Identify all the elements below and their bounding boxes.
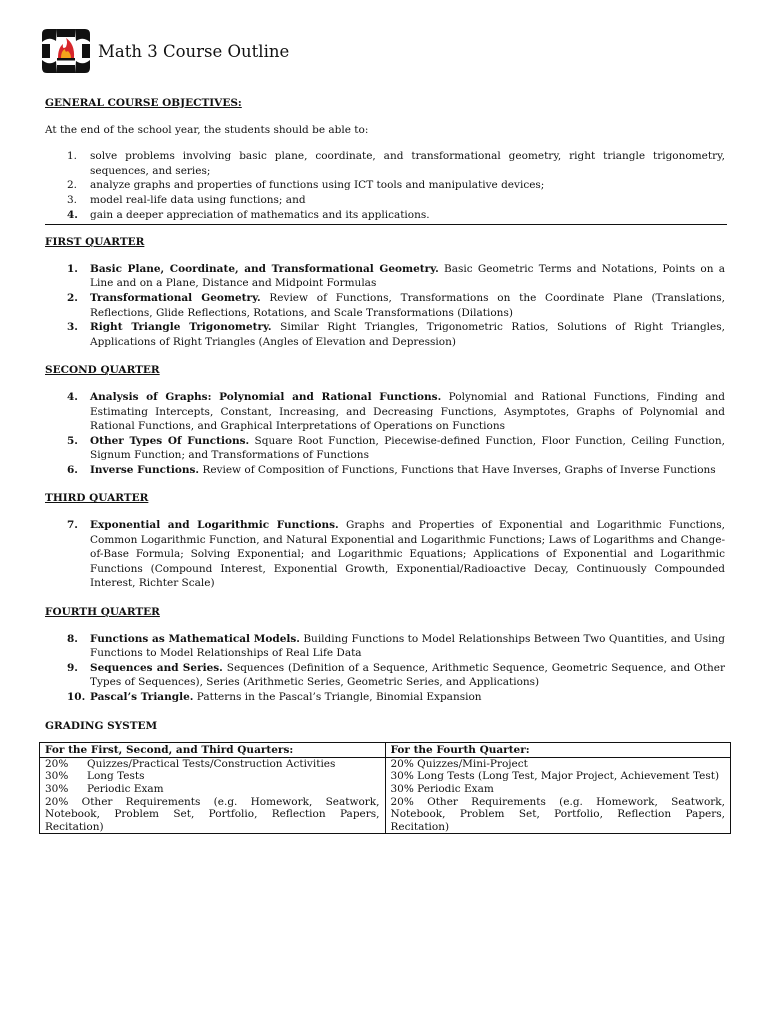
item-number: 3. <box>67 321 78 334</box>
list-item <box>45 518 725 591</box>
list-item <box>45 178 725 193</box>
item-number: 1. <box>67 262 78 275</box>
list-item <box>45 320 725 349</box>
topic-description: Square Root Function, Piecewise-defined Function, Floor Function, Ceiling Function, Signum Function; and Transformations of Functions <box>90 434 725 462</box>
topic-description: Review of Composition of Functions, Functions that Have Inverses, Graphs of Inverse Functions <box>202 463 716 476</box>
item-text: gain a deeper appreciation of mathematics and its applications. <box>90 208 430 221</box>
item-number: 3. <box>67 193 78 206</box>
grading-label: Quizzes/Practical Tests/Construction Activities <box>87 757 336 770</box>
third-quarter-list <box>45 518 725 591</box>
item-number: 7. <box>67 519 78 532</box>
item-number: 4. <box>67 390 78 403</box>
second-quarter-heading: SECOND QUARTER <box>45 364 160 377</box>
item-number: 6. <box>67 463 78 476</box>
item-number: 1. <box>67 150 78 163</box>
topic-description: Patterns in the Pascal’s Triangle, Binomial Expansion <box>196 691 482 703</box>
topic-description: Polynomial and Rational Functions, Finding and Estimating Intercepts, Constant, Increasing, and Decreasing Functions, Asymptotes, Graphs of Polynomial and Rational Functions, and Graphical Interpretations of Operations on Functions <box>90 390 725 433</box>
third-quarter-heading: THIRD QUARTER <box>45 492 149 505</box>
first-quarter-heading: FIRST QUARTER <box>45 236 145 249</box>
grading-table <box>39 742 731 834</box>
grading-label: Long Tests <box>87 770 145 783</box>
grading-row: 20% Quizzes/Mini-Project <box>390 757 528 770</box>
list-item <box>45 149 725 178</box>
grading-col1-header: For the First, Second, and Third Quarters: <box>40 743 386 758</box>
item-text: analyze graphs and properties of functions using ICT tools and manipulative devices; <box>90 179 545 192</box>
objectives-intro: At the end of the school year, the students should be able to: <box>45 123 369 136</box>
grading-row <box>45 758 380 771</box>
list-item <box>45 690 725 705</box>
fourth-quarter-heading: FOURTH QUARTER <box>45 606 160 619</box>
item-number: 10. <box>67 691 86 703</box>
grading-percent: 30% <box>45 770 69 783</box>
topic-description: Sequences (Definition of a Sequence, Arithmetic Sequence, Geometric Sequence, and Other Types of Sequences), Series (Arithmetic Series, Geometric Series, and Applications) <box>90 661 725 689</box>
item-number: 9. <box>67 661 78 674</box>
item-number: 4. <box>67 208 78 221</box>
grading-label: Periodic Exam <box>87 782 164 795</box>
topic-description: Review of Functions, Transformations on the Coordinate Plane (Translations, Reflections, Glide Reflections, Rotations, and Scale Transformations (Dilations) <box>90 291 725 319</box>
fourth-quarter-list <box>45 632 725 705</box>
list-item <box>45 291 725 320</box>
grading-row <box>45 770 380 783</box>
topic-title: Exponential and Logarithmic Functions. <box>90 519 339 532</box>
list-item <box>45 463 725 478</box>
list-item <box>45 390 725 434</box>
grading-heading: GRADING SYSTEM <box>45 719 158 732</box>
grading-row: 30% Periodic Exam <box>390 782 494 795</box>
document-header <box>42 29 289 73</box>
grading-col2-cell <box>385 757 731 834</box>
topic-title: Functions as Mathematical Models. <box>90 632 300 645</box>
grading-other-requirements: 20% Other Requirements (e.g. Homework, Seatwork, Notebook, Problem Set, Portfolio, Reflection Papers, Recitation) <box>45 795 380 833</box>
topic-description: Similar Right Triangles, Trigonometric Ratios, Solutions of Right Triangles, Applications of Right Triangles (Angles of Elevation and Depression) <box>90 321 725 348</box>
topic-title: Inverse Functions. <box>90 463 200 476</box>
grading-other-requirements: 20% Other Requirements (e.g. Homework, Seatwork, Notebook, Problem Set, Portfolio, Reflection Papers, Recitation) <box>390 795 725 833</box>
item-number: 2. <box>67 179 78 192</box>
topic-title: Sequences and Series. <box>90 661 223 674</box>
item-number: 2. <box>67 291 78 304</box>
grading-percent: 30% <box>45 782 69 795</box>
topic-title: Transformational Geometry. <box>90 291 261 304</box>
list-item <box>45 193 725 208</box>
grading-row <box>45 783 380 796</box>
topic-title: Right Triangle Trigonometry. <box>90 321 272 334</box>
list-item <box>45 434 725 463</box>
grading-col2-header: For the Fourth Quarter: <box>385 743 731 758</box>
grading-row: 30% Long Tests (Long Test, Major Project, Achievement Test) <box>390 770 720 783</box>
list-item <box>45 661 725 690</box>
item-number: 8. <box>67 632 78 645</box>
topic-title: Basic Plane, Coordinate, and Transformational Geometry. <box>90 262 439 275</box>
list-item <box>45 262 725 291</box>
topic-description: Basic Geometric Terms and Notations, Points on a Line and on a Plane, Distance and Midpoint Formulas <box>90 262 725 290</box>
document-title: Math 3 Course Outline <box>98 41 290 61</box>
topic-title: Analysis of Graphs: Polynomial and Rational Functions. <box>90 390 442 403</box>
document-body <box>45 96 725 834</box>
topic-title: Pascal’s Triangle. <box>90 691 194 703</box>
list-item <box>45 632 725 661</box>
first-quarter-list <box>45 262 725 350</box>
grading-col1-cell <box>40 757 386 834</box>
topic-title: Other Types Of Functions. <box>90 434 250 447</box>
list-item <box>45 208 725 223</box>
item-number: 5. <box>67 434 78 447</box>
objectives-heading: GENERAL COURSE OBJECTIVES: <box>45 97 242 109</box>
second-quarter-list <box>45 390 725 478</box>
topic-description: Graphs and Properties of Exponential and Logarithmic Functions, Common Logarithmic Function, and Natural Exponential and Logarithmic Functions; Laws of Logarithms and Change-of-Base Formula; Solving Exponential; and Logarithmic Equations; Applications of Exponential and Logarithmic Functions (Compound Interest, Exponential Growth, Exponential/Radioactive Decay, Continuously Compounded Interest, Richter Scale) <box>90 519 726 590</box>
item-text: model real-life data using functions; and <box>90 193 306 206</box>
objectives-list <box>45 149 725 222</box>
school-seal-icon <box>42 29 90 73</box>
item-text: solve problems involving basic plane, coordinate, and transformational geometry, right triangle trigonometry, sequences, and series; <box>90 150 725 177</box>
topic-description: Building Functions to Model Relationships Between Two Quantities, and Using Functions to Model Relationships of Real Life Data <box>90 632 725 660</box>
grading-percent: 20% <box>45 757 69 770</box>
